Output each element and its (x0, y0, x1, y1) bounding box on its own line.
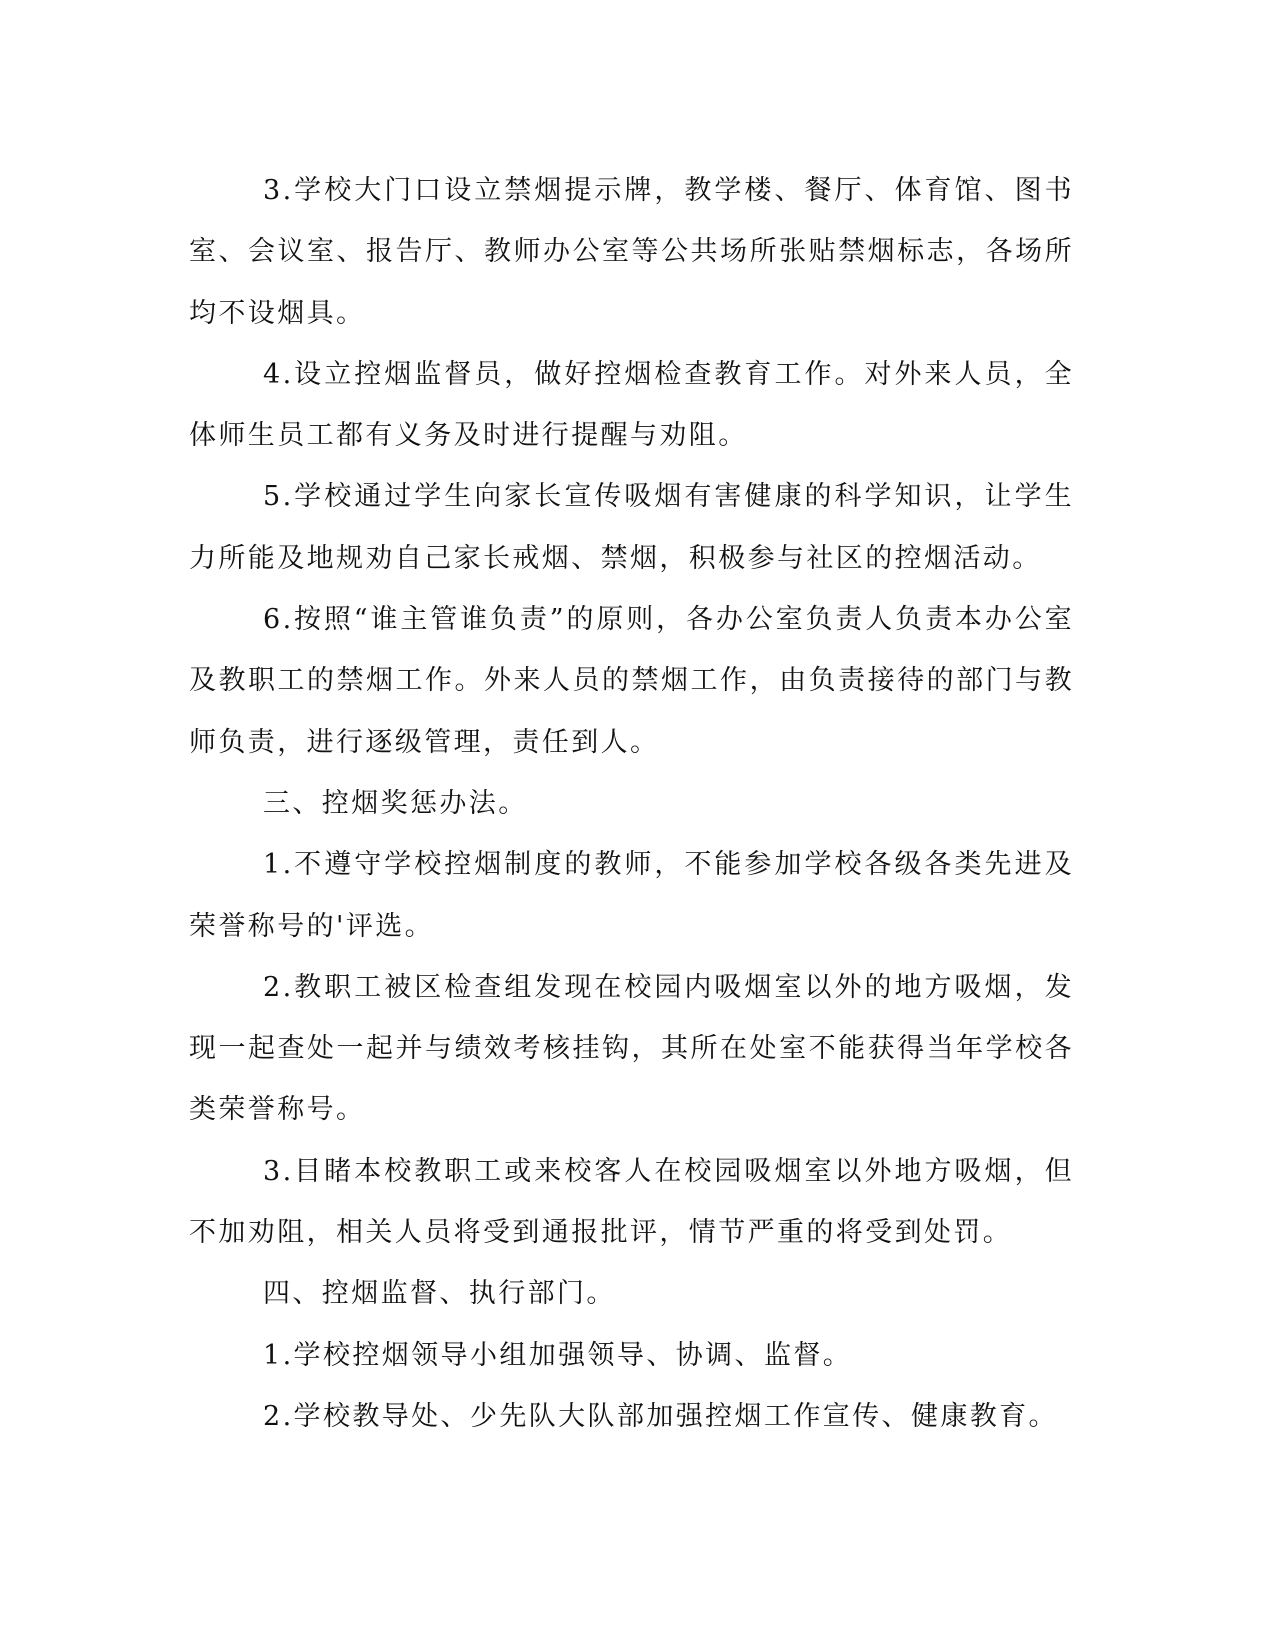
paragraph-rule-6-responsibility: 6.按照“谁主管谁负责”的原则，各办公室负责人负责本办公室及教职工的禁烟工作。外来人员的禁烟工作，由负责接待的部门与教师负责，进行逐级管理，责任到人。 (189, 604, 1074, 758)
paragraph-supervision-1: 1.学校控烟领导小组加强领导、协调、监督。 (263, 1339, 853, 1371)
section-heading-supervision: 四、控烟监督、执行部门。 (263, 1278, 616, 1310)
paragraph-penalty-2: 2.教职工被区检查组发现在校园内吸烟室以外的地方吸烟，发现一起查处一起并与绩效考核挂钩，其所在处室不能获得当年学校各类荣誉称号。 (189, 971, 1074, 1126)
section-heading-rewards-penalties: 三、控烟奖惩办法。 (263, 787, 528, 819)
paragraph-penalty-1: 1.不遵守学校控烟制度的教师，不能参加学校各级各类先进及荣誉称号的'评选。 (189, 849, 1074, 942)
document-body (189, 160, 1074, 1447)
paragraph-rule-4-supervisor: 4.设立控烟监督员，做好控烟检查教育工作。对外来人员，全体师生员工都有义务及时进行提醒与劝阻。 (189, 358, 1074, 452)
paragraph-rule-3-signage: 3.学校大门口设立禁烟提示牌，教学楼、餐厅、体育馆、图书室、会议室、报告厅、教师办公室等公共场所张贴禁烟标志，各场所均不设烟具。 (189, 175, 1074, 329)
paragraph-penalty-3: 3.目睹本校教职工或来校客人在校园吸烟室以外地方吸烟，但不加劝阻，相关人员将受到通报批评，情节严重的将受到处罚。 (189, 1155, 1074, 1249)
paragraph-rule-5-parents: 5.学校通过学生向家长宣传吸烟有害健康的科学知识，让学生力所能及地规劝自己家长戒烟、禁烟，积极参与社区的控烟活动。 (189, 481, 1074, 574)
paragraph-supervision-2: 2.学校教导处、少先队大队部加强控烟工作宣传、健康教育。 (263, 1400, 1058, 1432)
